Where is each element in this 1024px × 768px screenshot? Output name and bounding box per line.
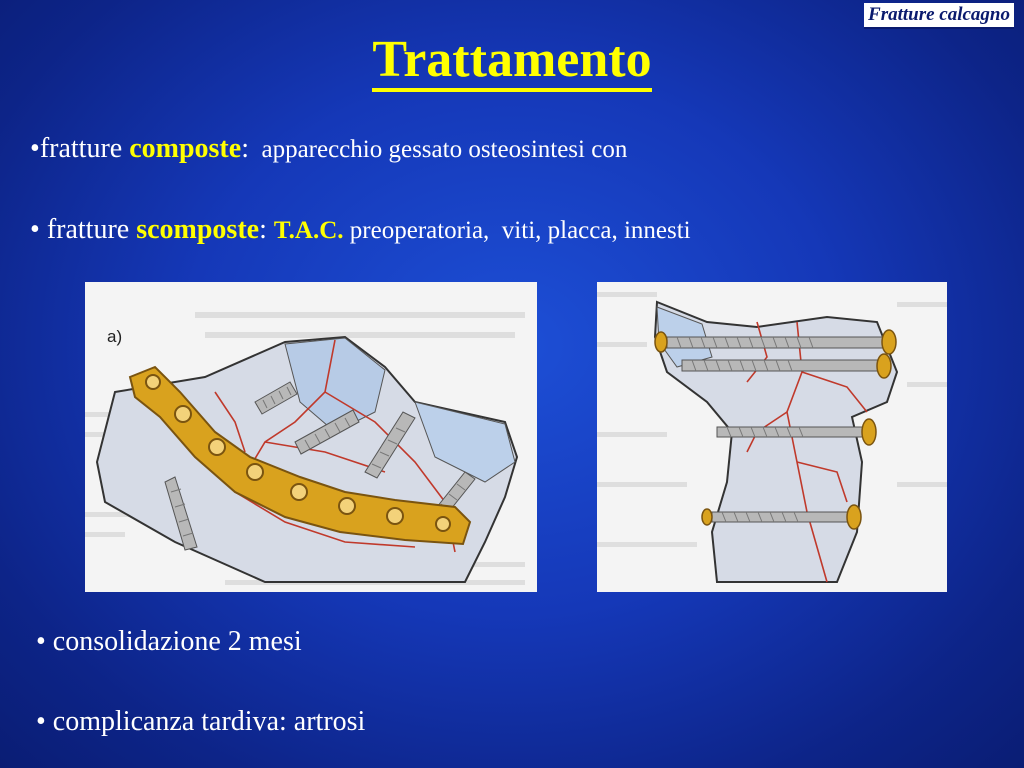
bullet-rest: preoperatoria, viti, placca, innesti (343, 217, 691, 244)
slide-title (0, 30, 1024, 90)
bullet-composte (30, 132, 627, 167)
figure-screws-illustration (597, 282, 947, 592)
bullet-consolidazione: • consolidazione 2 mesi (36, 626, 302, 657)
bullet-colon: : (241, 133, 249, 164)
bullet-keyword: scomposte (136, 214, 260, 245)
bullet-keyword: composte (129, 133, 242, 164)
bullet-complicanza: • complicanza tardiva: artrosi (36, 706, 366, 737)
corner-label: Fratture calcagno (864, 3, 1014, 29)
calcaneus-screws-illustration (597, 282, 947, 592)
calcaneus-plate-screws-illustration (85, 282, 537, 592)
bullet-marker: • (30, 133, 40, 164)
bullet-keyword-tac: T.A.C. (273, 217, 344, 244)
title-text: Trattamento (372, 31, 651, 92)
bullet-rest: apparecchio gessato osteosintesi con (248, 136, 628, 163)
bullet-prefix: fratture (39, 133, 130, 164)
bullet-prefix: fratture (46, 214, 137, 245)
bullet-marker: • (30, 214, 47, 245)
figure-plate-illustration (85, 282, 537, 592)
figure-label: a) (107, 327, 123, 346)
bullet-colon: : (259, 214, 274, 245)
bullet-scomposte (30, 213, 691, 248)
